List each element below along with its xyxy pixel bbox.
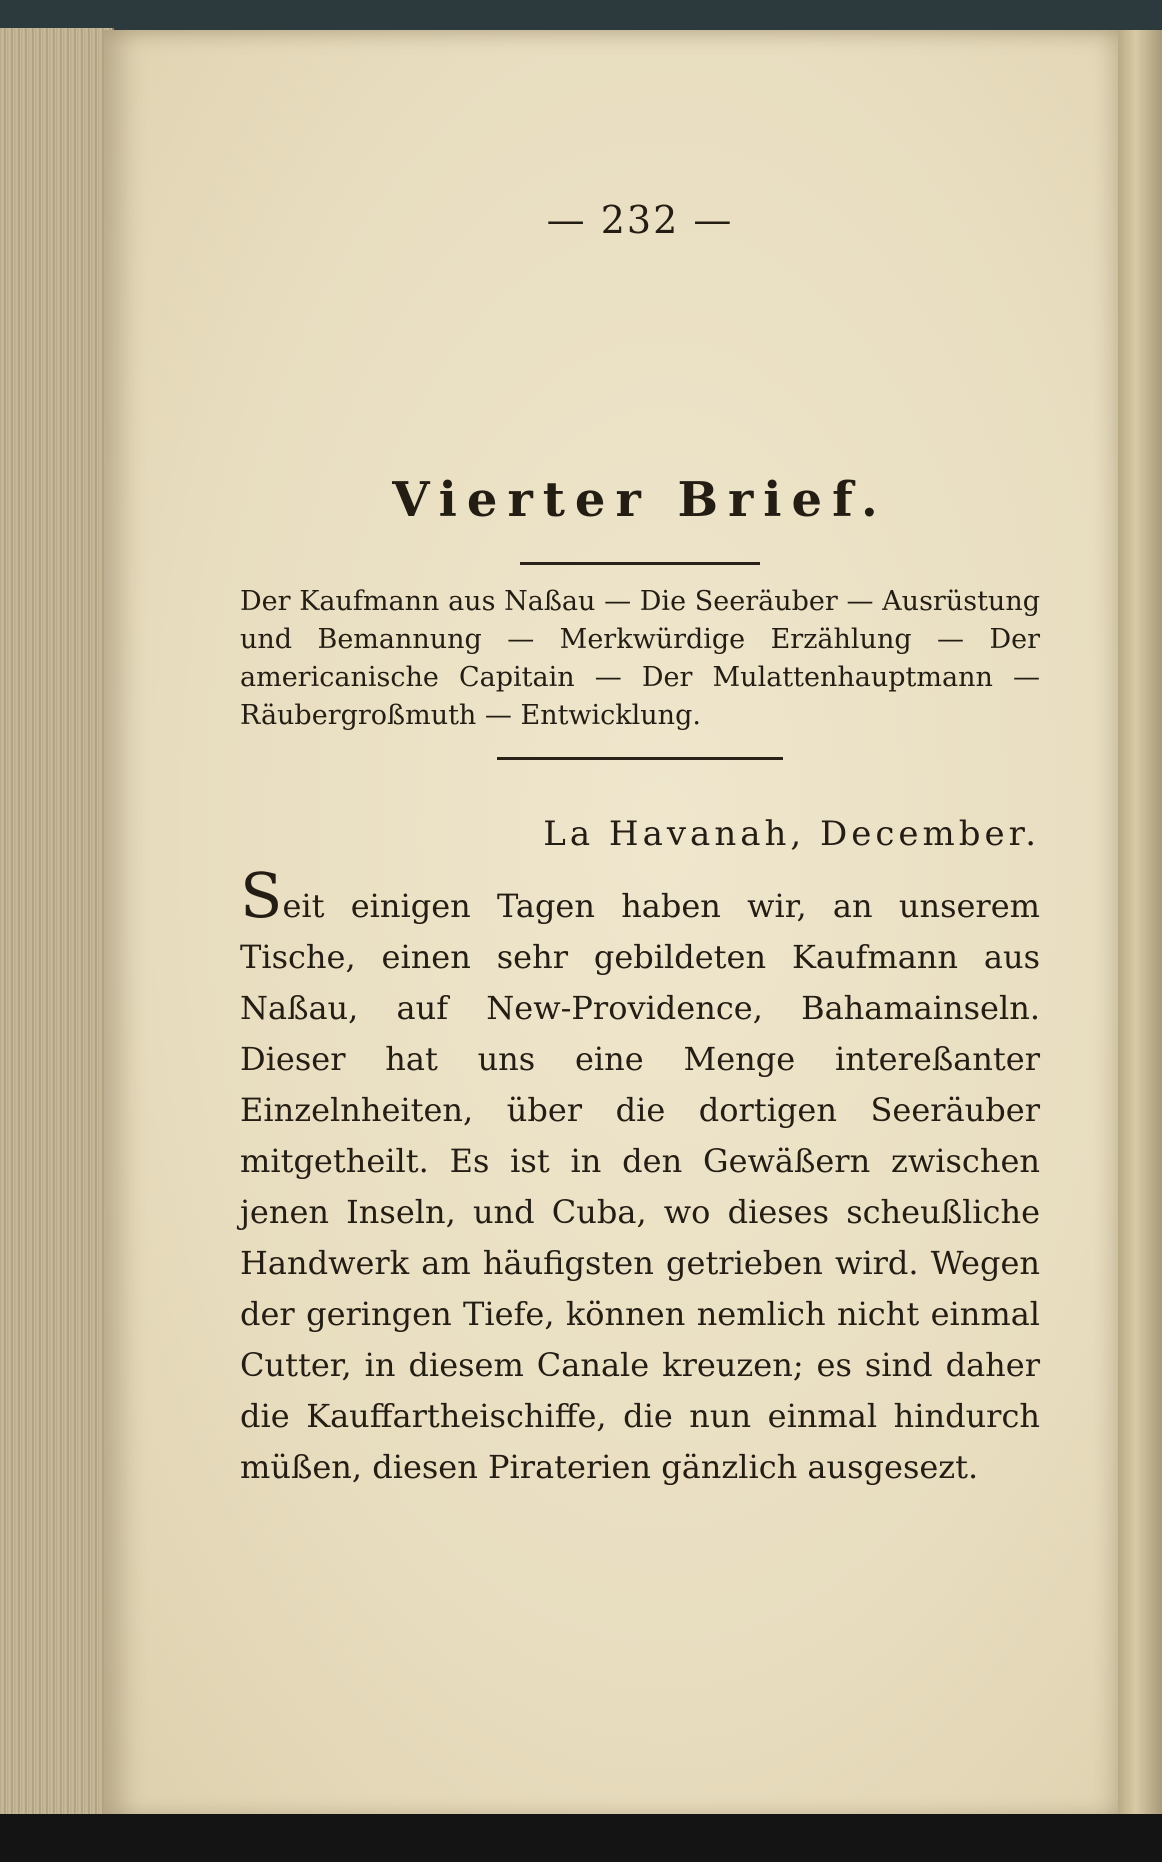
- body-paragraph: [240, 859, 1040, 1493]
- dateline: La Havanah, December.: [543, 814, 1040, 854]
- letter-title: Vierter Brief.: [392, 472, 888, 528]
- rule-bottom: [497, 757, 783, 760]
- page-content: [240, 198, 1040, 1525]
- drop-cap: S: [240, 859, 283, 932]
- rule-top: [520, 562, 760, 565]
- page-number: — 232 —: [546, 198, 734, 242]
- scan-border-right: [1118, 30, 1162, 1820]
- scan-border-bottom: [0, 1814, 1162, 1862]
- chapter-summary: Der Kaufmann aus Naßau — Die Seeräuber — Ausrüstung und Bemannung — Merkwürdige Erzählung — Der americanische Capitain — Der Mulattenhauptmann — Räubergroßmuth — Entwicklung.: [240, 586, 1040, 731]
- book-page-edges: [0, 28, 114, 1818]
- scan-border-top: [0, 0, 1162, 34]
- spacer: [240, 242, 1040, 472]
- body-text: eit einigen Tagen haben wir, an unserem Tische, einen sehr gebildeten Kaufmann aus Naßau, auf New-Providence, Bahamainseln. Dieser hat uns eine Menge intereßanter Einzelnheiten, über die dortigen Seeräuber mitgetheilt. Es ist in den Gewäßern zwischen jenen Inseln, und Cuba, wo dieses scheußliche Handwerk am häufigsten getrieben wird. Wegen der geringen Tiefe, können nemlich nicht einmal Cutter, in diesem Canale kreuzen; es sind daher die Kauffartheischiffe, die nun einmal hindurch müßen, diesen Piraterien gänzlich ausgesezt.: [240, 887, 1040, 1486]
